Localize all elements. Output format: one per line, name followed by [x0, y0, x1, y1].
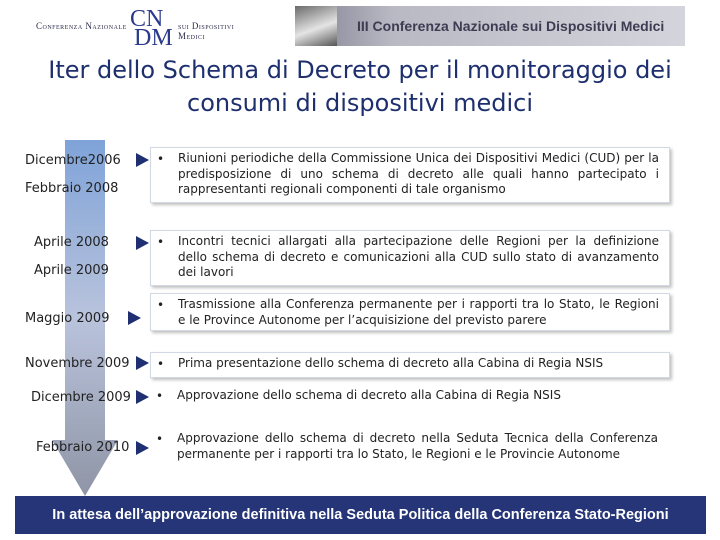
logo-mark-top: CN [130, 6, 164, 32]
cndm-monogram [130, 8, 178, 52]
banner-photo [295, 6, 337, 46]
footer-banner: In attesa dell’approvazione definitiva nella Seduta Politica della Conferenza Stato-Regioni [15, 496, 706, 534]
logo-mark-bottom: DM [134, 25, 173, 51]
event-text: Approvazione dello schema di decreto nella Seduta Tecnica della Conferenza permanente per i rapporti tra lo Stato, le Regioni e le Provincie Autonome [177, 431, 658, 461]
event-box-technical-approval [150, 428, 668, 482]
event-box-transmission [150, 293, 670, 331]
event-text: Riunioni periodiche della Commissione Unica dei Dispositivi Medici (CUD) per la predisposizione di uno schema di decreto alle quali hanno partecipato i rappresentanti regionali componenti di tale organismo [178, 151, 659, 196]
date-aprile-2008: Aprile 2008 [34, 235, 109, 250]
event-box-cud-meetings [150, 147, 670, 203]
bullet: • [157, 152, 165, 166]
pointer-triangle [136, 153, 149, 167]
bullet: • [156, 432, 164, 446]
logo-right-text: sui Dispositivi Medici [178, 21, 235, 41]
event-text: Prima presentazione dello schema di decreto alla Cabina di Regia NSIS [178, 356, 604, 370]
pointer-triangle [136, 390, 149, 404]
conference-banner [295, 6, 685, 46]
pointer-triangle [136, 441, 149, 455]
date-febbraio-2010: Febbraio 2010 [36, 440, 130, 455]
title-line-1: Iter dello Schema di Decreto per il monitoraggio dei [48, 56, 672, 84]
event-box-technical-meetings [150, 230, 670, 286]
bullet: • [157, 298, 165, 312]
event-box-nsis-approval [150, 385, 668, 409]
conference-logo [32, 6, 262, 51]
event-box-first-presentation [150, 352, 670, 378]
pointer-triangle [136, 236, 149, 250]
title-line-2: consumi di dispositivi medici [187, 89, 533, 117]
banner-title: III Conferenza Nazionale sui Dispositivi Medici [357, 18, 665, 34]
pointer-triangle [128, 311, 141, 325]
pointer-triangle [136, 356, 149, 370]
date-dicembre-2009: Dicembre 2009 [31, 390, 131, 405]
date-febbraio-2008: Febbraio 2008 [25, 181, 119, 196]
event-text: Trasmissione alla Conferenza permanente per i rapporti tra lo Stato, le Regioni e le Province Autonome per l’acquisizione del previsto parere [178, 297, 659, 327]
page-title [0, 54, 720, 120]
bullet: • [157, 235, 165, 249]
bullet: • [156, 389, 164, 403]
bullet: • [157, 357, 165, 371]
event-text: Approvazione dello schema di decreto alla Cabina di Regia NSIS [177, 388, 561, 402]
date-novembre-2009: Novembre 2009 [25, 356, 130, 371]
logo-left-text: Conferenza Nazionale [36, 21, 127, 31]
date-dicembre-2006: Dicembre2006 [25, 153, 121, 168]
date-maggio-2009: Maggio 2009 [25, 311, 110, 326]
event-text: Incontri tecnici allargati alla partecipazione delle Regioni per la definizione dello schema di decreto e comunicazioni alla CUD sullo stato di avanzamento dei lavori [178, 234, 659, 279]
date-aprile-2009: Aprile 2009 [34, 263, 109, 278]
